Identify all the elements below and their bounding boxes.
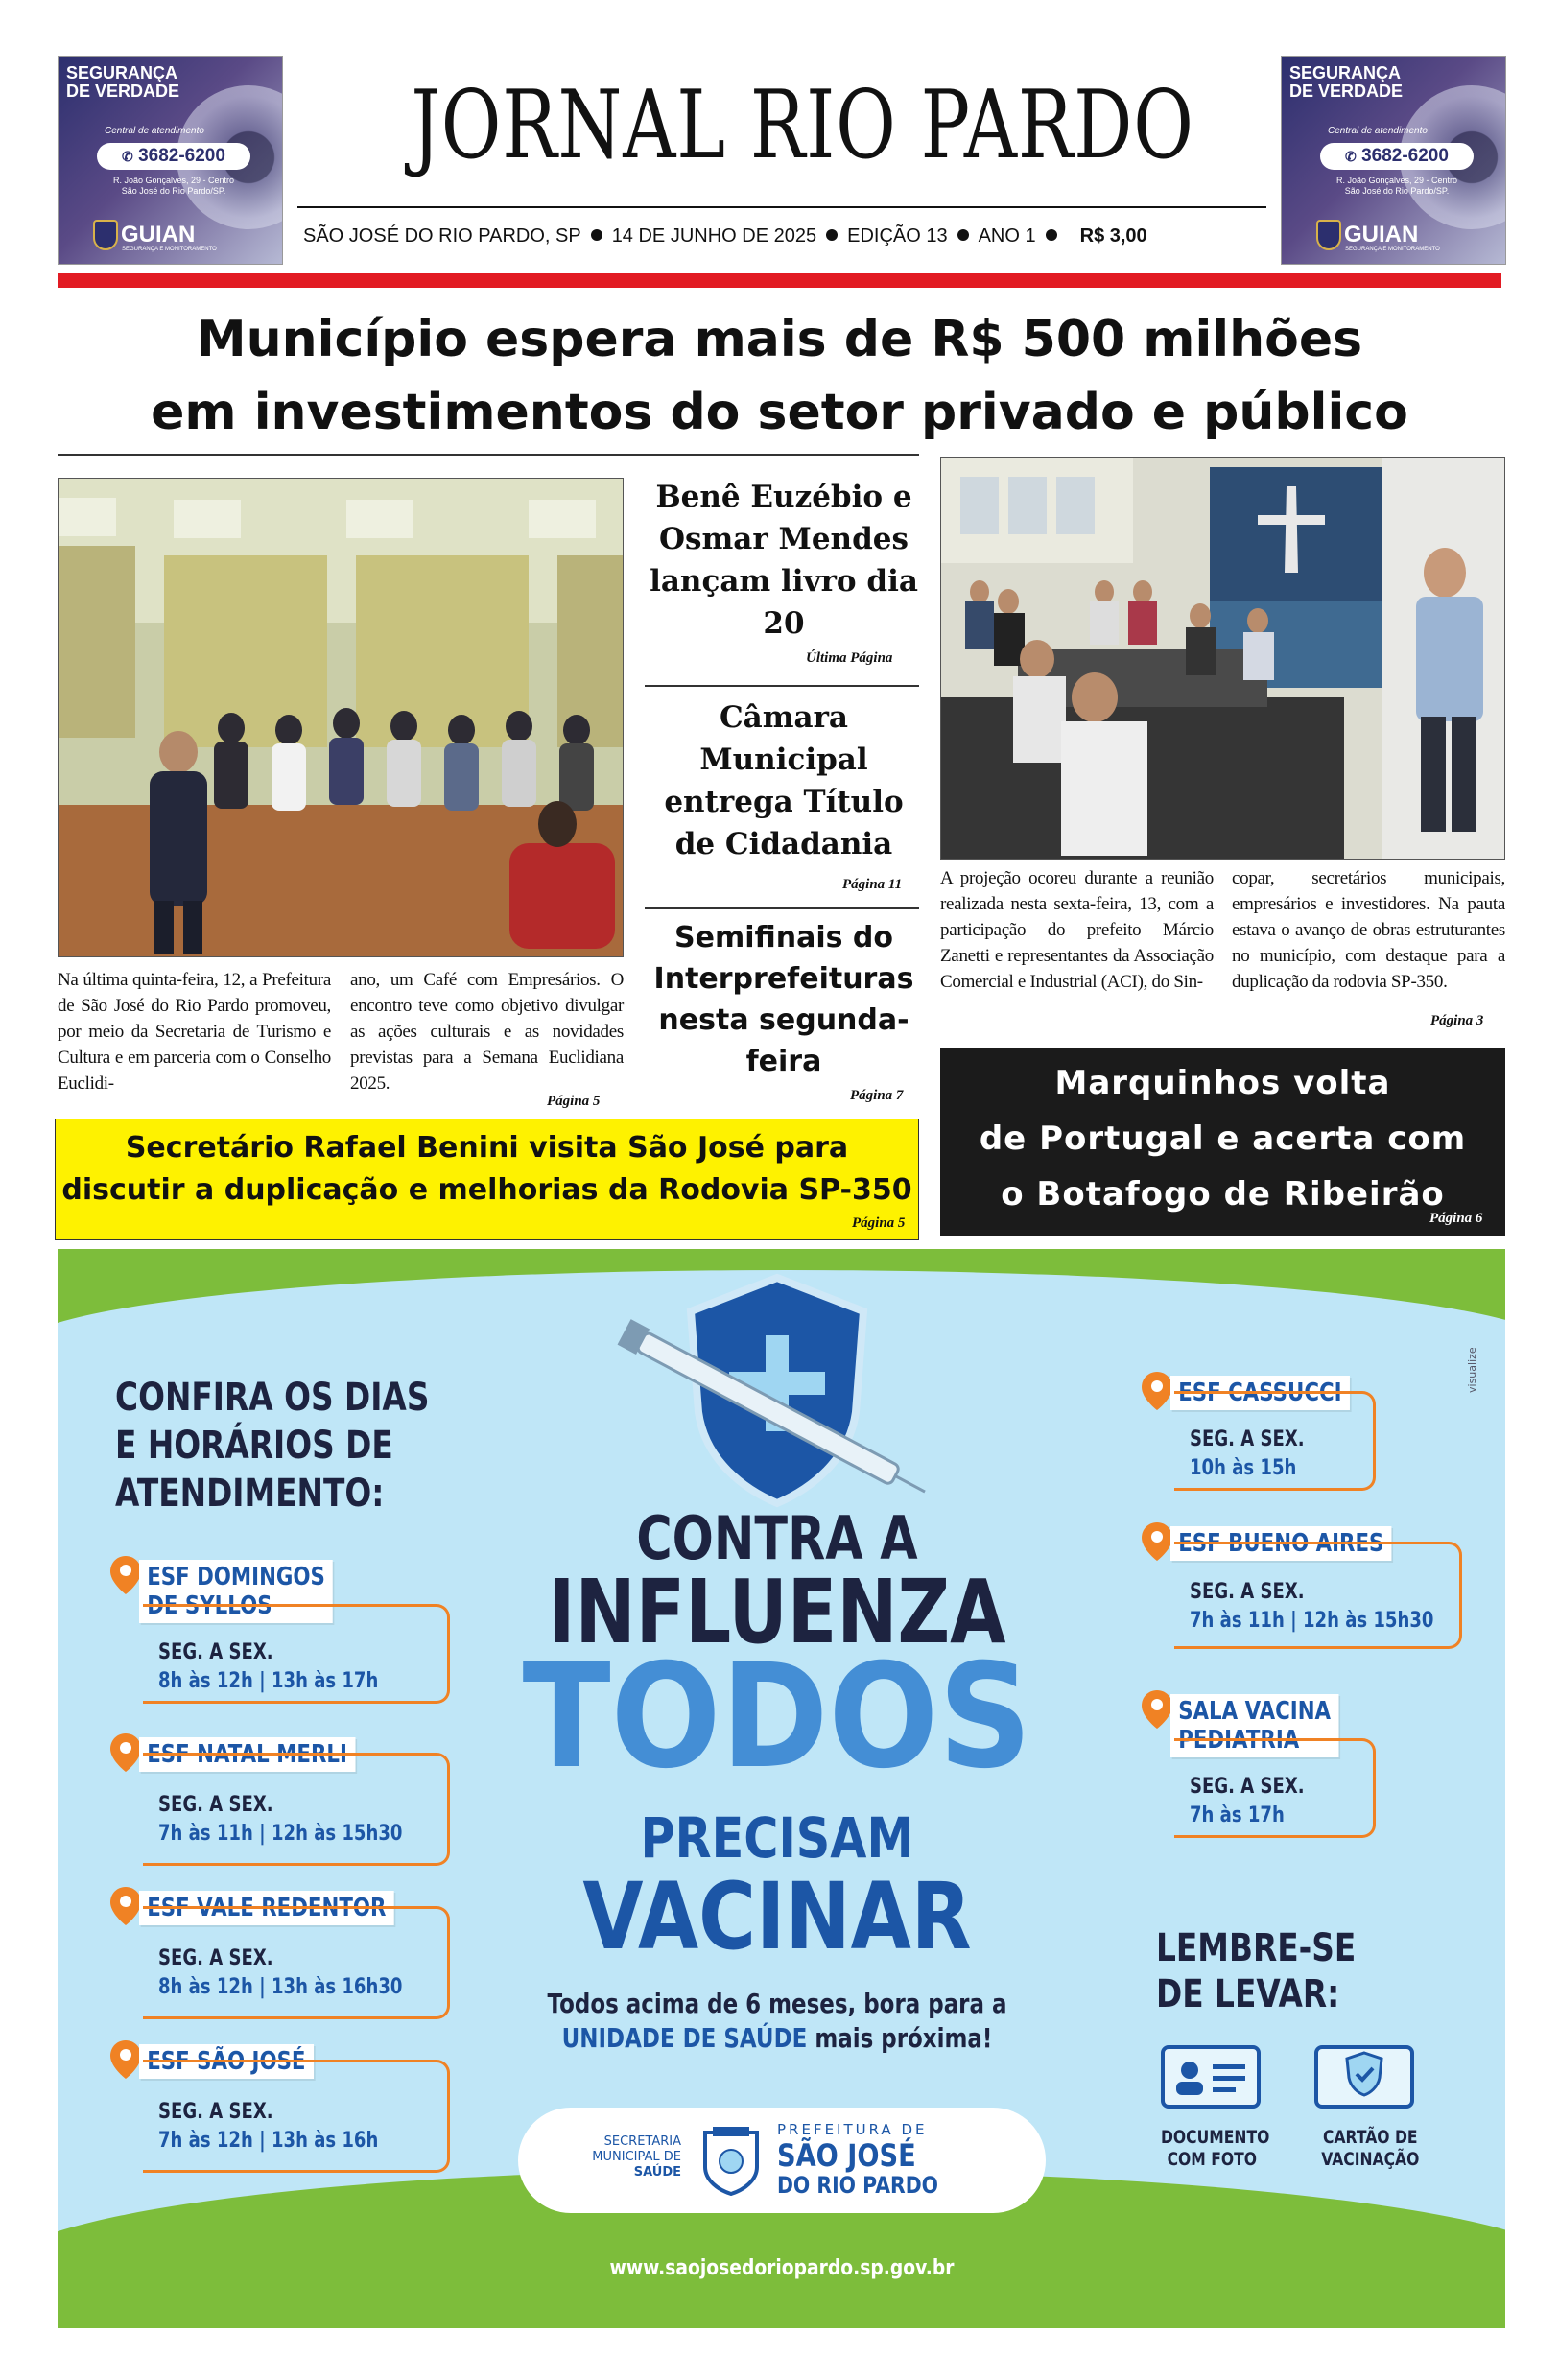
story-right-col1: A projeção ocoreu durante a reunião realizada nesta sexta-feira, 13, com a participação do prefeito Márcio Zanetti e representantes da Associação Comercial e Industrial (ACI), do Sin- — [940, 868, 1214, 992]
doc-label: DOCUMENTO COM FOTO — [1161, 2127, 1270, 2170]
dateline-edition: EDIÇÃO 13 — [847, 225, 948, 247]
ad-phone: ✆ 3682-6200 — [1320, 143, 1474, 170]
ad-title: SEGURANÇA DE VERDADE — [66, 63, 180, 101]
main-headline[interactable] — [58, 303, 1501, 449]
yellow-teaser-headline: Secretário Rafael Benini visita São José para discutir a duplicação e melhorias da Rodovia SP-350 — [61, 1131, 912, 1207]
ad-precisam: PRECISAM — [640, 1805, 914, 1871]
ad-vacinar: VACINAR — [582, 1863, 972, 1970]
page-ref: Página 7 — [850, 1088, 904, 1103]
map-pin-icon — [1142, 1522, 1172, 1561]
ad-phone: ✆ 3682-6200 — [97, 143, 250, 170]
page-ref: Página 5 — [547, 1094, 601, 1109]
ad-todos: TODOS — [522, 1634, 1032, 1801]
location-vale-redentor: ESF VALE REDENTOR SEG. A SEX. 8h às 12h | 13h às 16h30 — [110, 1887, 456, 2021]
map-pin-icon — [110, 1733, 141, 1772]
map-pin-icon — [110, 1887, 141, 1925]
map-pin-icon — [110, 1556, 141, 1594]
location-natal-merli: ESF NATAL MERLI SEG. A SEX. 7h às 11h | 12h às 15h30 — [110, 1733, 456, 1868]
vaccination-card-icon — [1314, 2045, 1414, 2109]
ad-website[interactable]: www.saojosedoriopardo.sp.gov.br — [609, 2256, 955, 2280]
shield-syringe-icon — [604, 1268, 950, 1518]
ad-brand-sub: SEGURANÇA E MONITORAMENTO — [122, 247, 217, 252]
story-left-col1: Na última quinta-feira, 12, a Prefeitura de São José do Rio Pardo promoveu, por meio da Secretaria de Turismo e Cultura e em parceria com o Conselho Euclidi- — [58, 970, 331, 1094]
location-bueno-aires: ESF BUENO AIRES SEG. A SEX. 7h às 11h | 12h às 15h30 — [1142, 1522, 1468, 1657]
side-note: visualize — [1466, 1347, 1478, 1393]
masthead-title: JORNAL RIO PARDO — [411, 71, 1194, 180]
map-pin-icon — [110, 2040, 141, 2079]
id-card-icon — [1161, 2045, 1261, 2109]
ad-contra-a: CONTRA A — [636, 1503, 918, 1573]
bullet-icon — [1046, 229, 1057, 241]
page-ref: Página 3 — [1430, 1013, 1484, 1028]
ad-brand: GUIAN — [121, 222, 196, 247]
ad-address: R. João Gonçalves, 29 - Centro São José do Rio Pardo/SP. — [112, 176, 235, 196]
headline-line2: em investimentos do setor privado e público — [151, 384, 1408, 441]
shield-icon — [1316, 220, 1341, 250]
story-left-col2: ano, um Café com Empresários. O encontro teve como objetivo divulgar as ações culturais e as novidades previstas para a Semana Euclidiana 2025. — [350, 970, 624, 1094]
ad-service-label: Central de atendimento — [1328, 126, 1428, 136]
top-ad-left[interactable] — [58, 56, 283, 265]
page-ref: Página 11 — [842, 877, 903, 892]
photo-reuniao — [940, 457, 1505, 860]
ad-sub2: UNIDADE DE SAÚDE mais próxima! — [561, 2022, 993, 2054]
black-teaser-headline: Marquinhos volta de Portugal e acerta com o Botafogo de Ribeirão — [979, 1064, 1467, 1214]
location-sao-jose: ESF SÃO JOSÉ SEG. A SEX. 7h às 12h | 13h às 16h — [110, 2040, 456, 2175]
photo-cafe-empresarios — [58, 478, 624, 957]
influenza-ad[interactable] — [58, 1249, 1505, 2328]
divider — [645, 907, 919, 909]
sidebar-headline-2[interactable]: Câmara Municipal entrega Título de Cidadania — [664, 700, 904, 861]
secretaria-label: SECRETARIA MUNICIPAL DE SAÚDE — [592, 2134, 681, 2180]
ad-sub1: Todos acima de 6 meses, bora para a — [547, 1988, 1007, 2019]
ad-brand-sub: SEGURANÇA E MONITORAMENTO — [1345, 247, 1440, 252]
headline-line1: Município espera mais de R$ 500 milhões — [196, 311, 1363, 368]
story-right-col2: copar, secretários municipais, empresários e investidores. Na pauta estava o avanço de obras estruturantes no município, com destaque para a duplicação da rodovia SP-350. — [1232, 868, 1505, 992]
location-domingos-de-syllos: ESF DOMINGOS DE SYLLOS SEG. A SEX. 8h às 12h | 13h às 17h — [110, 1556, 456, 1709]
page-ref: Página 6 — [1429, 1211, 1483, 1226]
divider — [645, 685, 919, 687]
map-pin-icon — [1142, 1372, 1172, 1410]
whatsapp-icon: ✆ — [1345, 149, 1357, 164]
ad-influenza: INFLUENZA — [548, 1561, 1006, 1663]
dateline-price: R$ 3,00 — [1079, 225, 1147, 247]
bullet-icon — [591, 229, 602, 241]
sidebar-headline-3[interactable]: Semifinais do Interprefeituras nesta segunda-feira — [653, 921, 914, 1078]
ad-title: SEGURANÇA DE VERDADE — [1289, 63, 1404, 101]
shield-icon — [93, 220, 118, 250]
ad-brand: GUIAN — [1344, 222, 1419, 247]
dateline — [303, 225, 1147, 247]
bullet-icon — [826, 229, 838, 241]
dateline-city: SÃO JOSÉ DO RIO PARDO, SP — [303, 225, 581, 247]
page-ref: Última Página — [806, 650, 893, 666]
masthead-rule — [297, 206, 1266, 208]
city-crest-icon — [696, 2125, 767, 2196]
bullet-icon — [957, 229, 969, 241]
yellow-teaser-box[interactable] — [55, 1119, 919, 1240]
prefeitura-label: PREFEITURA DE SÃO JOSÉ DO RIO PARDO — [777, 2121, 938, 2199]
ad-address: R. João Gonçalves, 29 - Centro São José do Rio Pardo/SP. — [1335, 176, 1458, 196]
ad-confira-heading: CONFIRA OS DIAS E HORÁRIOS DE ATENDIMENTO: — [115, 1376, 430, 1516]
top-ad-right[interactable] — [1281, 56, 1506, 265]
dateline-year: ANO 1 — [978, 225, 1036, 247]
sidebar-headline-1[interactable]: Benê Euzébio e Osmar Mendes lançam livro dia 20 — [650, 480, 918, 641]
map-pin-icon — [1142, 1690, 1172, 1729]
red-divider — [58, 273, 1501, 288]
ad-logo-bar — [518, 2108, 1046, 2213]
divider — [58, 454, 919, 456]
dateline-date: 14 DE JUNHO DE 2025 — [611, 225, 817, 247]
ad-lembre-heading: LEMBRE-SE DE LEVAR: — [1156, 1926, 1357, 2016]
page-ref: Página 5 — [852, 1215, 906, 1231]
location-cassucci: ESF CASSUCCI SEG. A SEX. 10h às 15h — [1142, 1372, 1429, 1496]
black-teaser-box[interactable] — [940, 1048, 1505, 1236]
ad-service-label: Central de atendimento — [105, 126, 204, 136]
location-sala-vacina-pediatria: SALA VACINA PEDIATRIA SEG. A SEX. 7h às 17h — [1142, 1690, 1429, 1844]
card-label: CARTÃO DE VACINAÇÃO — [1321, 2127, 1420, 2170]
whatsapp-icon: ✆ — [122, 149, 133, 164]
